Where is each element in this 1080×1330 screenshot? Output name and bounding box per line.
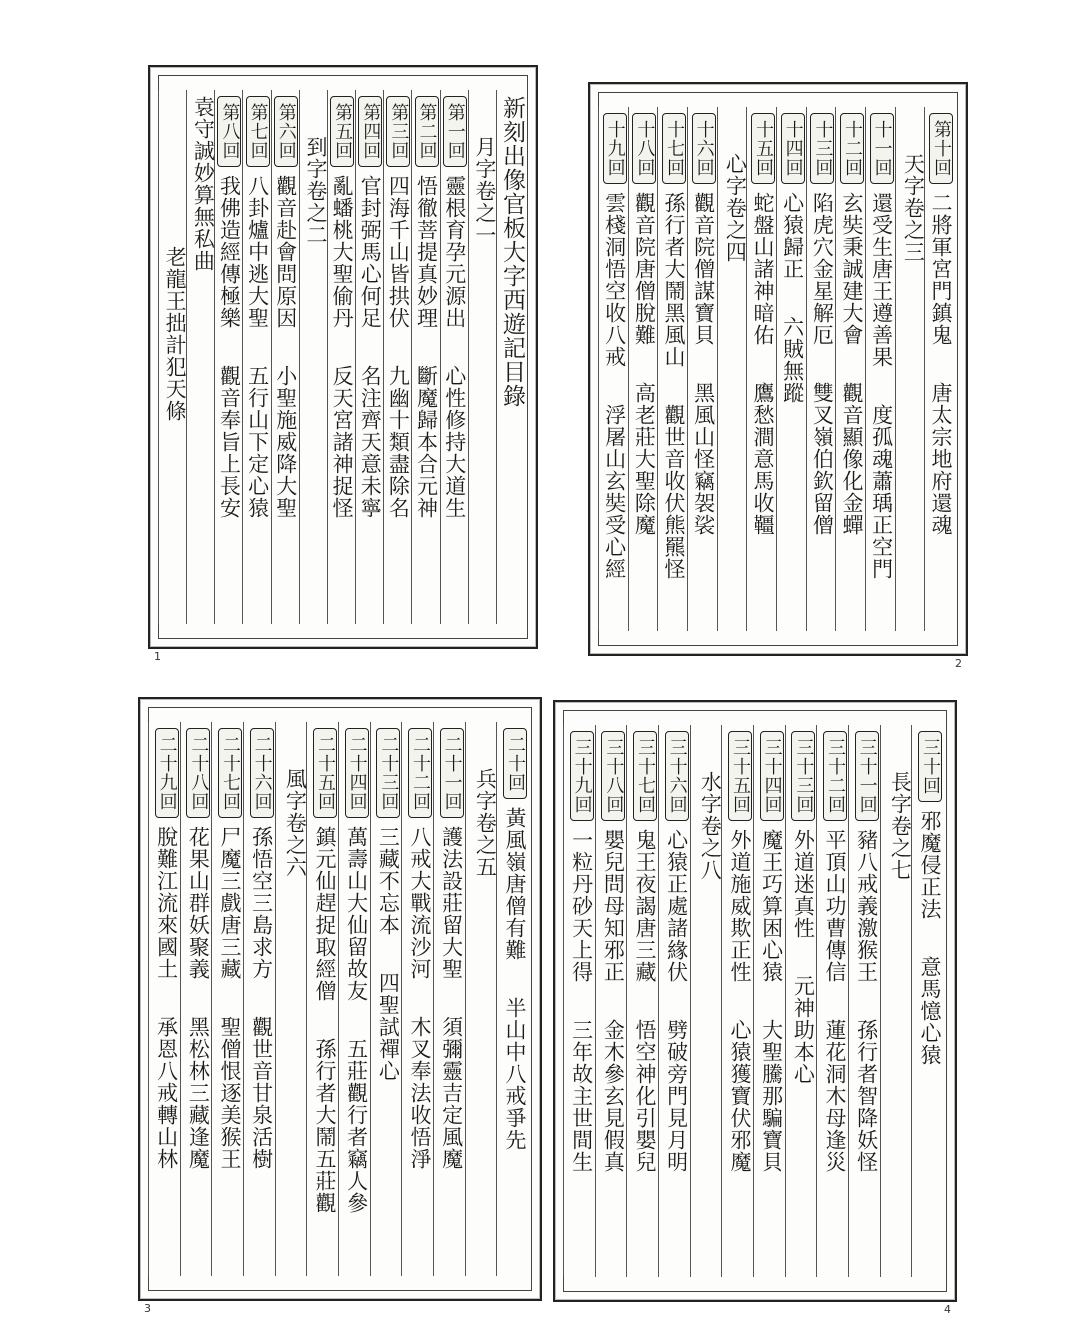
chapter-entry	[835, 107, 864, 631]
volume-heading	[880, 725, 911, 1277]
volume-heading-text: 長字卷之七	[888, 771, 913, 881]
chapter-title-second-line: 觀世音甘泉活樹	[249, 1016, 274, 1170]
column-text: 袁守誠妙算無私曲	[191, 96, 216, 272]
chapter-title-first-line: 觀音院唐僧脫難	[632, 192, 657, 346]
chapter-entry	[865, 107, 894, 631]
chapter-title-second-line: 觀世音收伏熊羆怪	[662, 404, 686, 580]
book-page-1	[148, 65, 538, 663]
chapter-title-first-line: 鬼王夜謁唐三藏	[633, 829, 657, 983]
chapter-title-first-line: 魔王巧算困心猿	[759, 829, 784, 983]
page-number: 4	[944, 1303, 951, 1316]
chapter-title-second-line: 雙叉嶺伯欽留僧	[810, 382, 835, 536]
chapter-title-second-line: 五行山下定心猿	[245, 365, 270, 519]
chapter-title-second-line: 元神助本心	[791, 975, 816, 1085]
chapter-entry	[411, 90, 438, 624]
chapter-entry	[806, 107, 835, 631]
chapter-title-second-line: 九幽十類盡除名	[386, 365, 411, 519]
chapter-number: 十三回	[810, 113, 834, 184]
chapter-title-first-line: 觀音院僧謀寶貝	[691, 192, 716, 346]
chapter-number: 二十一回	[440, 728, 464, 818]
chapter-title-second-line: 孫行者智降妖怪	[854, 1019, 879, 1173]
chapter-entry	[383, 90, 410, 624]
volume-heading-text: 心字卷之四	[723, 153, 748, 263]
chapter-title-second-line: 度孤魂蕭瑀正空門	[869, 404, 894, 580]
chapter-title-first-line: 官封弼馬心何足	[358, 175, 383, 329]
chapter-entry	[180, 722, 211, 1276]
chapter-title-first-line: 護法設莊留大聖	[439, 826, 464, 980]
chapter-number: 十四回	[781, 113, 805, 184]
chapter-number: 十二回	[840, 113, 864, 184]
chapter-number: 第五回	[330, 96, 354, 167]
chapter-entry	[598, 107, 627, 631]
chapter-number: 十七回	[662, 113, 686, 184]
chapter-title-first-line: 蛇盤山諸神暗佑	[751, 192, 775, 346]
chapter-title-second-line: 觀音顯像化金蟬	[840, 382, 864, 536]
chapter-title-first-line: 心猿正處諸緣伏	[664, 829, 689, 983]
chapter-number: 第七回	[246, 96, 270, 167]
volume-heading-text: 到字卷之二	[303, 136, 328, 246]
chapter-number: 二十七回	[218, 728, 242, 818]
chapter-entry	[338, 722, 369, 1276]
chapter-entry	[401, 722, 432, 1276]
chapter-title-first-line: 陷虎穴金星解厄	[810, 192, 835, 346]
chapter-entry	[626, 725, 657, 1277]
chapter-title-second-line: 孫行者大鬧五莊觀	[313, 1038, 337, 1214]
chapter-number: 二十二回	[408, 728, 432, 818]
chapter-title-second-line: 鷹愁澗意馬收韁	[751, 382, 775, 536]
chapter-title-second-line: 三年故主世間生	[569, 1019, 594, 1173]
chapter-number: 二十回	[503, 728, 527, 799]
chapter-entry	[306, 722, 337, 1276]
volume-heading	[465, 722, 496, 1276]
chapter-number: 三十九回	[570, 731, 594, 821]
chapter-title-first-line: 花果山群妖聚義	[186, 826, 211, 980]
chapter-number: 二十四回	[345, 728, 369, 818]
chapter-entry	[271, 90, 298, 624]
chapter-title-first-line: 豬八戒義激猴王	[854, 829, 879, 983]
chapter-number: 三十一回	[855, 731, 879, 821]
chapter-number: 三十三回	[791, 731, 815, 821]
book-page-2	[588, 82, 968, 670]
chapter-number: 十九回	[603, 113, 627, 184]
chapter-title-second-line: 反天宮諸神捉怪	[330, 365, 355, 519]
chapter-number: 第六回	[274, 96, 298, 167]
chapter-title-second-line: 金木參玄見假真	[601, 1019, 626, 1173]
chapter-title-first-line: 觀音赴會問原因	[273, 175, 298, 329]
chapter-title-second-line: 五莊觀行者竊人參	[344, 1038, 369, 1214]
catalog-title	[496, 90, 523, 624]
chapter-title-first-line: 尸魔三戲唐三藏	[218, 826, 242, 980]
chapter-title-second-line: 承恩八戒轉山林	[154, 1016, 179, 1170]
chapter-title-first-line: 八戒大戰流沙河	[408, 826, 432, 980]
text-column	[158, 90, 188, 624]
page-border	[598, 92, 958, 646]
chapter-title-first-line: 黃風嶺唐僧有難	[503, 807, 527, 961]
chapter-title-first-line: 亂蟠桃大聖偷丹	[330, 175, 355, 329]
page-border	[148, 707, 532, 1291]
chapter-title-second-line: 黑風山怪竊袈裟	[691, 382, 716, 536]
chapter-title-first-line: 靈根育孕元源出	[442, 175, 467, 329]
chapter-entry	[924, 107, 953, 631]
chapter-title-first-line: 心猿歸正	[780, 192, 805, 280]
chapter-entry	[355, 90, 382, 624]
text-column	[186, 90, 216, 624]
volume-heading	[299, 90, 326, 624]
chapter-title-second-line: 蓮花洞木母逢災	[823, 1019, 847, 1173]
chapter-title-first-line: 八卦爐中逃大聖	[245, 175, 270, 329]
chapter-entry	[243, 722, 274, 1276]
chapter-title-second-line: 斷魔歸本合元神	[414, 365, 439, 519]
chapter-title-first-line: 萬壽山大仙留故友	[344, 826, 369, 1002]
chapter-entry	[911, 725, 942, 1277]
chapter-entry	[721, 725, 752, 1277]
chapter-title-second-line: 心性修持大道生	[442, 365, 467, 519]
chapter-entry	[214, 90, 241, 624]
chapter-title-first-line: 外道迷真性	[791, 829, 816, 939]
chapter-title-first-line: 我佛造經傳極樂	[217, 175, 242, 329]
chapter-title-first-line: 平頂山功曹傳信	[823, 829, 847, 983]
chapter-entry	[595, 725, 626, 1277]
chapter-title-second-line: 聖僧恨逐美猴王	[218, 1016, 242, 1170]
chapter-title-first-line: 二將軍宮門鎮鬼	[929, 192, 953, 346]
chapter-number: 十一回	[870, 113, 894, 184]
chapter-title-second-line: 六賊無蹤	[780, 316, 805, 404]
chapter-entry	[440, 90, 467, 624]
chapter-entry	[658, 725, 689, 1277]
volume-heading	[717, 107, 746, 631]
chapter-number: 第四回	[358, 96, 382, 167]
chapter-entry	[563, 725, 594, 1277]
chapter-title-second-line: 木叉奉法收悟淨	[408, 1016, 432, 1170]
chapter-number: 二十六回	[250, 728, 274, 818]
chapter-number: 第八回	[217, 96, 241, 167]
chapter-entry	[327, 90, 354, 624]
chapter-title-first-line: 嬰兒問母知邪正	[601, 829, 626, 983]
chapter-number: 第三回	[386, 96, 410, 167]
chapter-entry	[211, 722, 242, 1276]
chapter-title-second-line: 心猿獲寶伏邪魔	[728, 1019, 752, 1173]
chapter-title-second-line: 浮屠山玄奘受心經	[602, 404, 627, 580]
chapter-number: 三十回	[918, 731, 942, 802]
chapter-number: 三十二回	[823, 731, 847, 821]
chapter-entry	[242, 90, 269, 624]
chapter-title-second-line: 唐太宗地府還魂	[929, 382, 953, 536]
chapter-number: 三十四回	[760, 731, 784, 821]
chapter-number: 十五回	[751, 113, 775, 184]
chapter-title-second-line: 須彌靈吉定風魔	[439, 1016, 464, 1170]
chapter-title-second-line: 黑松林三藏逢魔	[186, 1016, 211, 1170]
chapter-entry	[148, 722, 179, 1276]
volume-heading-text: 天字卷之三	[901, 153, 926, 263]
page-border	[158, 75, 528, 639]
page-number: 2	[955, 657, 962, 670]
chapter-title-second-line: 四聖試禪心	[376, 972, 401, 1082]
volume-heading-text: 風字卷之六	[283, 768, 308, 878]
chapter-title-first-line: 鎮元仙趕捉取經僧	[313, 826, 337, 1002]
column-text: 老龍王拙計犯天條	[163, 246, 188, 422]
chapter-title-second-line: 小聖施威降大聖	[273, 365, 298, 519]
volume-heading-text: 兵字卷之五	[473, 768, 498, 878]
chapter-title-first-line: 悟徹菩提真妙理	[414, 175, 439, 329]
chapter-entry	[496, 722, 527, 1276]
chapter-title-first-line: 邪魔侵正法	[918, 810, 942, 920]
chapter-title-second-line: 悟空神化引嬰兒	[633, 1019, 657, 1173]
volume-heading-text: 月字卷之一	[472, 136, 497, 246]
chapter-title-first-line: 雲棧洞悟空收八戒	[602, 192, 627, 368]
chapter-number: 二十八回	[186, 728, 210, 818]
chapter-title-second-line: 名注齊天意未寧	[358, 365, 383, 519]
book-page-3	[138, 697, 542, 1315]
chapter-entry	[687, 107, 716, 631]
chapter-title-first-line: 四海千山皆拱伏	[386, 175, 411, 329]
chapter-title-second-line: 半山中八戒爭先	[503, 997, 527, 1151]
chapter-number: 第十回	[929, 113, 953, 184]
chapter-number: 三十五回	[728, 731, 752, 821]
chapter-number: 二十五回	[313, 728, 337, 818]
chapter-entry	[785, 725, 816, 1277]
chapter-title-first-line: 一粒丹砂天上得	[569, 829, 594, 983]
chapter-entry	[657, 107, 686, 631]
chapter-title-first-line: 脫難江流來國土	[154, 826, 179, 980]
chapter-entry	[628, 107, 657, 631]
chapter-title-first-line: 孫行者大鬧黑風山	[662, 192, 686, 368]
chapter-title-second-line: 意馬憶心猿	[918, 956, 942, 1066]
chapter-entry	[776, 107, 805, 631]
chapter-number: 二十九回	[155, 728, 179, 818]
chapter-title-second-line: 大聖騰那騙寶貝	[759, 1019, 784, 1173]
chapter-title-second-line: 高老莊大聖除魔	[632, 382, 657, 536]
chapter-number: 二十三回	[376, 728, 400, 818]
chapter-number: 三十七回	[633, 731, 657, 821]
chapter-number: 三十八回	[601, 731, 625, 821]
volume-heading	[468, 90, 495, 624]
chapter-number: 十八回	[632, 113, 656, 184]
chapter-title-first-line: 三藏不忘本	[376, 826, 401, 936]
volume-heading	[895, 107, 924, 631]
chapter-number: 第一回	[443, 96, 467, 167]
chapter-title-second-line: 劈破旁門見月明	[664, 1019, 689, 1173]
page-border	[563, 710, 947, 1292]
chapter-entry	[433, 722, 464, 1276]
chapter-title-second-line: 觀音奉旨上長安	[217, 365, 242, 519]
chapter-entry	[753, 725, 784, 1277]
chapter-title-first-line: 還受生唐王遵善果	[869, 192, 894, 368]
volume-heading-text: 水字卷之八	[698, 771, 723, 881]
chapter-entry	[746, 107, 775, 631]
book-page-4	[553, 700, 957, 1316]
chapter-number: 三十六回	[665, 731, 689, 821]
chapter-number: 第二回	[415, 96, 439, 167]
chapter-entry	[370, 722, 401, 1276]
catalog-title-text: 新刻出像官板大字西遊記目錄	[499, 96, 525, 408]
volume-heading	[690, 725, 721, 1277]
chapter-entry	[848, 725, 879, 1277]
chapter-title-first-line: 外道施威欺正性	[728, 829, 752, 983]
chapter-number: 十六回	[692, 113, 716, 184]
chapter-title-first-line: 玄奘秉誠建大會	[840, 192, 864, 346]
volume-heading	[275, 722, 306, 1276]
page-number: 1	[154, 650, 161, 663]
chapter-entry	[816, 725, 847, 1277]
chapter-title-first-line: 孫悟空三島求方	[249, 826, 274, 980]
page-number: 3	[144, 1302, 151, 1315]
